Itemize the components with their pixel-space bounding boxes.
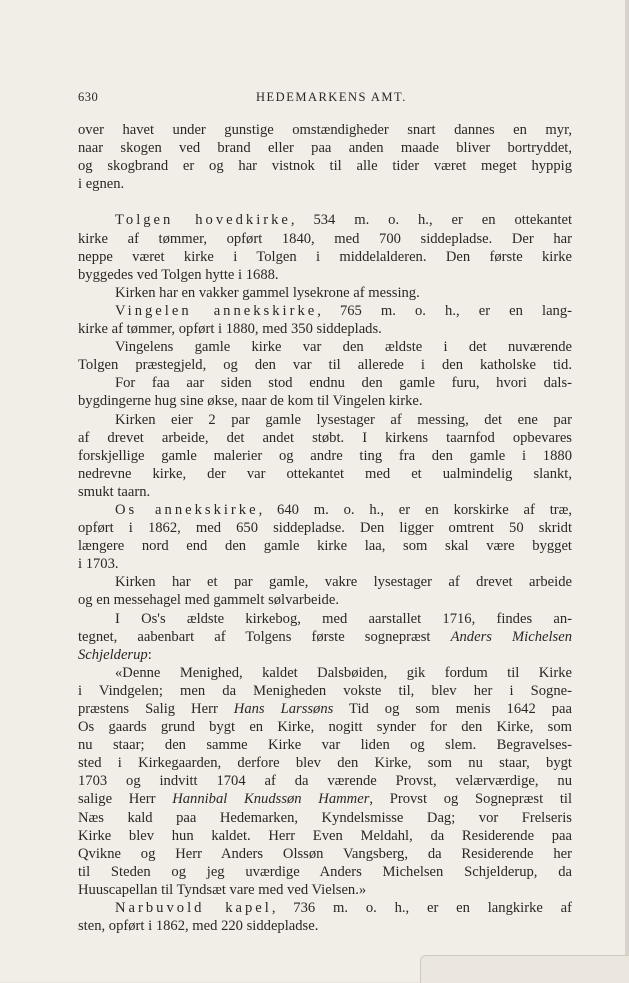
- text-segment: nedrevne kirke, der var ottekantet med et ualmindelig slankt,: [78, 465, 572, 482]
- text-segment: neppe været kirke i Tolgen i middelalderen. Den første kirke: [78, 248, 572, 265]
- text-line: [78, 284, 572, 302]
- body-text: [78, 121, 572, 935]
- text-segment: , 765 m. o. h., er en lang-: [317, 302, 572, 319]
- text-line: [78, 664, 572, 682]
- church-name: Narbuvold kapel: [115, 900, 272, 917]
- text-line: [78, 646, 572, 664]
- text-line: [78, 248, 572, 266]
- text-line: [78, 320, 572, 338]
- text-line: [78, 501, 572, 519]
- text-line: [78, 465, 572, 483]
- text-segment: i egnen.: [78, 176, 125, 193]
- text-line: [78, 790, 572, 808]
- text-segment: sted i Kirkegaarden, derfore blev den Kirke, som nu staar, bygt: [78, 755, 572, 772]
- text-segment: Tid og som menis 1642 paa: [333, 701, 572, 717]
- text-segment: over havet under gunstige omstændigheder snart dannes en myr,: [78, 122, 572, 138]
- page-number: 630: [78, 90, 99, 104]
- text-line: [78, 555, 572, 573]
- text-line: [78, 447, 572, 465]
- text-segment: «Denne Menighed, kaldet Dalsbøiden, gik fordum til Kirke: [115, 664, 572, 681]
- text-segment: smukt taarn.: [78, 483, 151, 500]
- text-line: [78, 519, 572, 537]
- church-name: Os annekskirke: [115, 501, 259, 518]
- text-line: [78, 429, 572, 447]
- italic-name: Hannibal Knudssøn Hammer: [172, 791, 370, 808]
- text-line: [78, 338, 572, 356]
- text-line: [78, 754, 572, 772]
- text-segment: Vingelens gamle kirke var den ældste i det nuværende: [115, 339, 572, 356]
- text-segment: Qvikne og Herr Anders Olssøn Vangsberg, da Residerende her: [78, 845, 572, 862]
- text-line: [78, 139, 572, 157]
- text-segment: , 640 m. o. h., er en korskirke af træ,: [258, 501, 572, 518]
- text-segment: Huuscapellan til Tyndsæt vare med ved Vielsen.»: [78, 881, 367, 898]
- text-segment: For faa aar siden stod endnu den gamle furu, hvori dals-: [115, 375, 572, 392]
- page-edge: [625, 0, 629, 982]
- text-line: [78, 809, 572, 827]
- text-segment: :: [147, 646, 152, 663]
- text-line: [78, 682, 572, 700]
- text-line: [78, 881, 572, 899]
- text-line: [78, 718, 572, 736]
- italic-name: Anders Michelsen: [450, 628, 572, 645]
- text-line: [78, 121, 572, 139]
- text-line: [78, 863, 572, 881]
- text-segment: Næs kald paa Hedemarken, Kyndelsmisse Dag; vor Frelseris: [78, 809, 572, 826]
- text-line: [78, 266, 572, 284]
- text-segment: , 534 m. o. h., er en ottekantet: [290, 212, 572, 229]
- text-line: [78, 628, 572, 646]
- text-line: [78, 537, 572, 555]
- text-segment: forskjellige gamle malerier og andre ting fra den gamle i 1880: [78, 447, 572, 464]
- text-segment: sten, opført i 1862, med 220 siddepladse.: [78, 918, 319, 935]
- italic-name: Hans Larssøns: [233, 701, 334, 717]
- text-segment: og en messehagel med gammelt sølvarbeide.: [78, 592, 339, 609]
- text-segment: tegnet, aabenbart af Tolgens første sognepræst: [78, 628, 451, 645]
- text-segment: og skogbrand er og har vistnok til alle tider været meget hyppig: [78, 158, 572, 175]
- text-line: [78, 736, 572, 754]
- text-line: [78, 845, 572, 863]
- text-line: [78, 772, 572, 790]
- text-segment: Tolgen præstegjeld, og den var til allerede i den katholske tid.: [78, 357, 572, 374]
- text-line: [78, 374, 572, 392]
- text-line: [78, 591, 572, 609]
- text-segment: naar skogen ved brand eller paa anden maade bliver bortryddet,: [78, 140, 572, 157]
- text-segment: Kirken eier 2 par gamle lysestager af messing, det ene par: [115, 411, 572, 428]
- text-segment: Kirken har en vakker gammel lysekrone af messing.: [115, 284, 420, 301]
- church-name: Tolgen hovedkirke: [115, 212, 291, 229]
- text-line: [78, 302, 572, 320]
- text-segment: præstens Salig Herr: [78, 701, 234, 717]
- text-segment: i 1703.: [78, 556, 119, 573]
- text-segment: byggedes ved Tolgen hytte i 1688.: [78, 266, 279, 283]
- text-segment: nu staar; den samme Kirke var liden og slem. Begravelses-: [78, 737, 572, 754]
- church-name: Vingelen annekskirke: [115, 302, 318, 319]
- text-line: [78, 573, 572, 591]
- text-segment: kirke af tømmer, opført i 1880, med 350 siddeplads.: [78, 321, 382, 338]
- text-segment: til Steden og jeg uværdige Anders Michelsen Schjelderup, da: [78, 863, 572, 880]
- text-segment: Kirke blev hun kaldet. Herr Even Meldahl, da Residerende paa: [78, 827, 572, 844]
- text-segment: salige Herr: [78, 791, 173, 808]
- text-segment: Kirken har et par gamle, vakre lysestager af drevet arbeide: [115, 574, 572, 591]
- page-corner-fold: [420, 955, 629, 983]
- text-line: [78, 483, 572, 501]
- text-line: [78, 827, 572, 845]
- text-line: [78, 211, 572, 229]
- text-segment: af drevet arbeide, det andet støbt. I kirkens taarnfod opbevares: [78, 429, 572, 446]
- text-segment: Os gaards grund bygt en Kirke, nogitt synder for den Kirke, som: [78, 719, 572, 736]
- text-segment: i Vindgelen; men da Menigheden vokste til, blev her i Sogne-: [78, 682, 572, 699]
- text-line: [78, 356, 572, 374]
- text-line: [78, 157, 572, 175]
- text-segment: kirke af tømmer, opført 1840, med 700 siddepladse. Der har: [78, 230, 572, 247]
- blank-line: [78, 193, 572, 211]
- text-line: [78, 175, 572, 193]
- text-segment: bygdingerne hug sine økse, naar de kom til Vingelen kirke.: [78, 393, 423, 410]
- text-line: [78, 700, 572, 718]
- text-segment: , Provst og Sognepræst til: [369, 791, 572, 808]
- text-segment: 1703 og indvitt 1704 af da værende Provst, velærværdige, nu: [78, 773, 572, 790]
- text-segment: opført i 1862, med 650 siddepladse. Den ligger omtrent 50 skridt: [78, 520, 572, 537]
- italic-name: Schjelderup: [78, 646, 148, 663]
- text-segment: længere nord end den gamle kirke laa, som skal være bygget: [78, 538, 572, 555]
- text-line: [78, 899, 572, 917]
- text-line: [78, 230, 572, 248]
- page-header: [78, 90, 572, 108]
- text-segment: I Os's ældste kirkebog, med aarstallet 1716, findes an-: [115, 610, 572, 627]
- text-line: [78, 610, 572, 628]
- running-title: HEDEMARKENS AMT.: [256, 90, 407, 104]
- text-line: [78, 917, 572, 935]
- text-segment: , 736 m. o. h., er en langkirke af: [271, 900, 573, 917]
- text-line: [78, 411, 572, 429]
- text-line: [78, 392, 572, 410]
